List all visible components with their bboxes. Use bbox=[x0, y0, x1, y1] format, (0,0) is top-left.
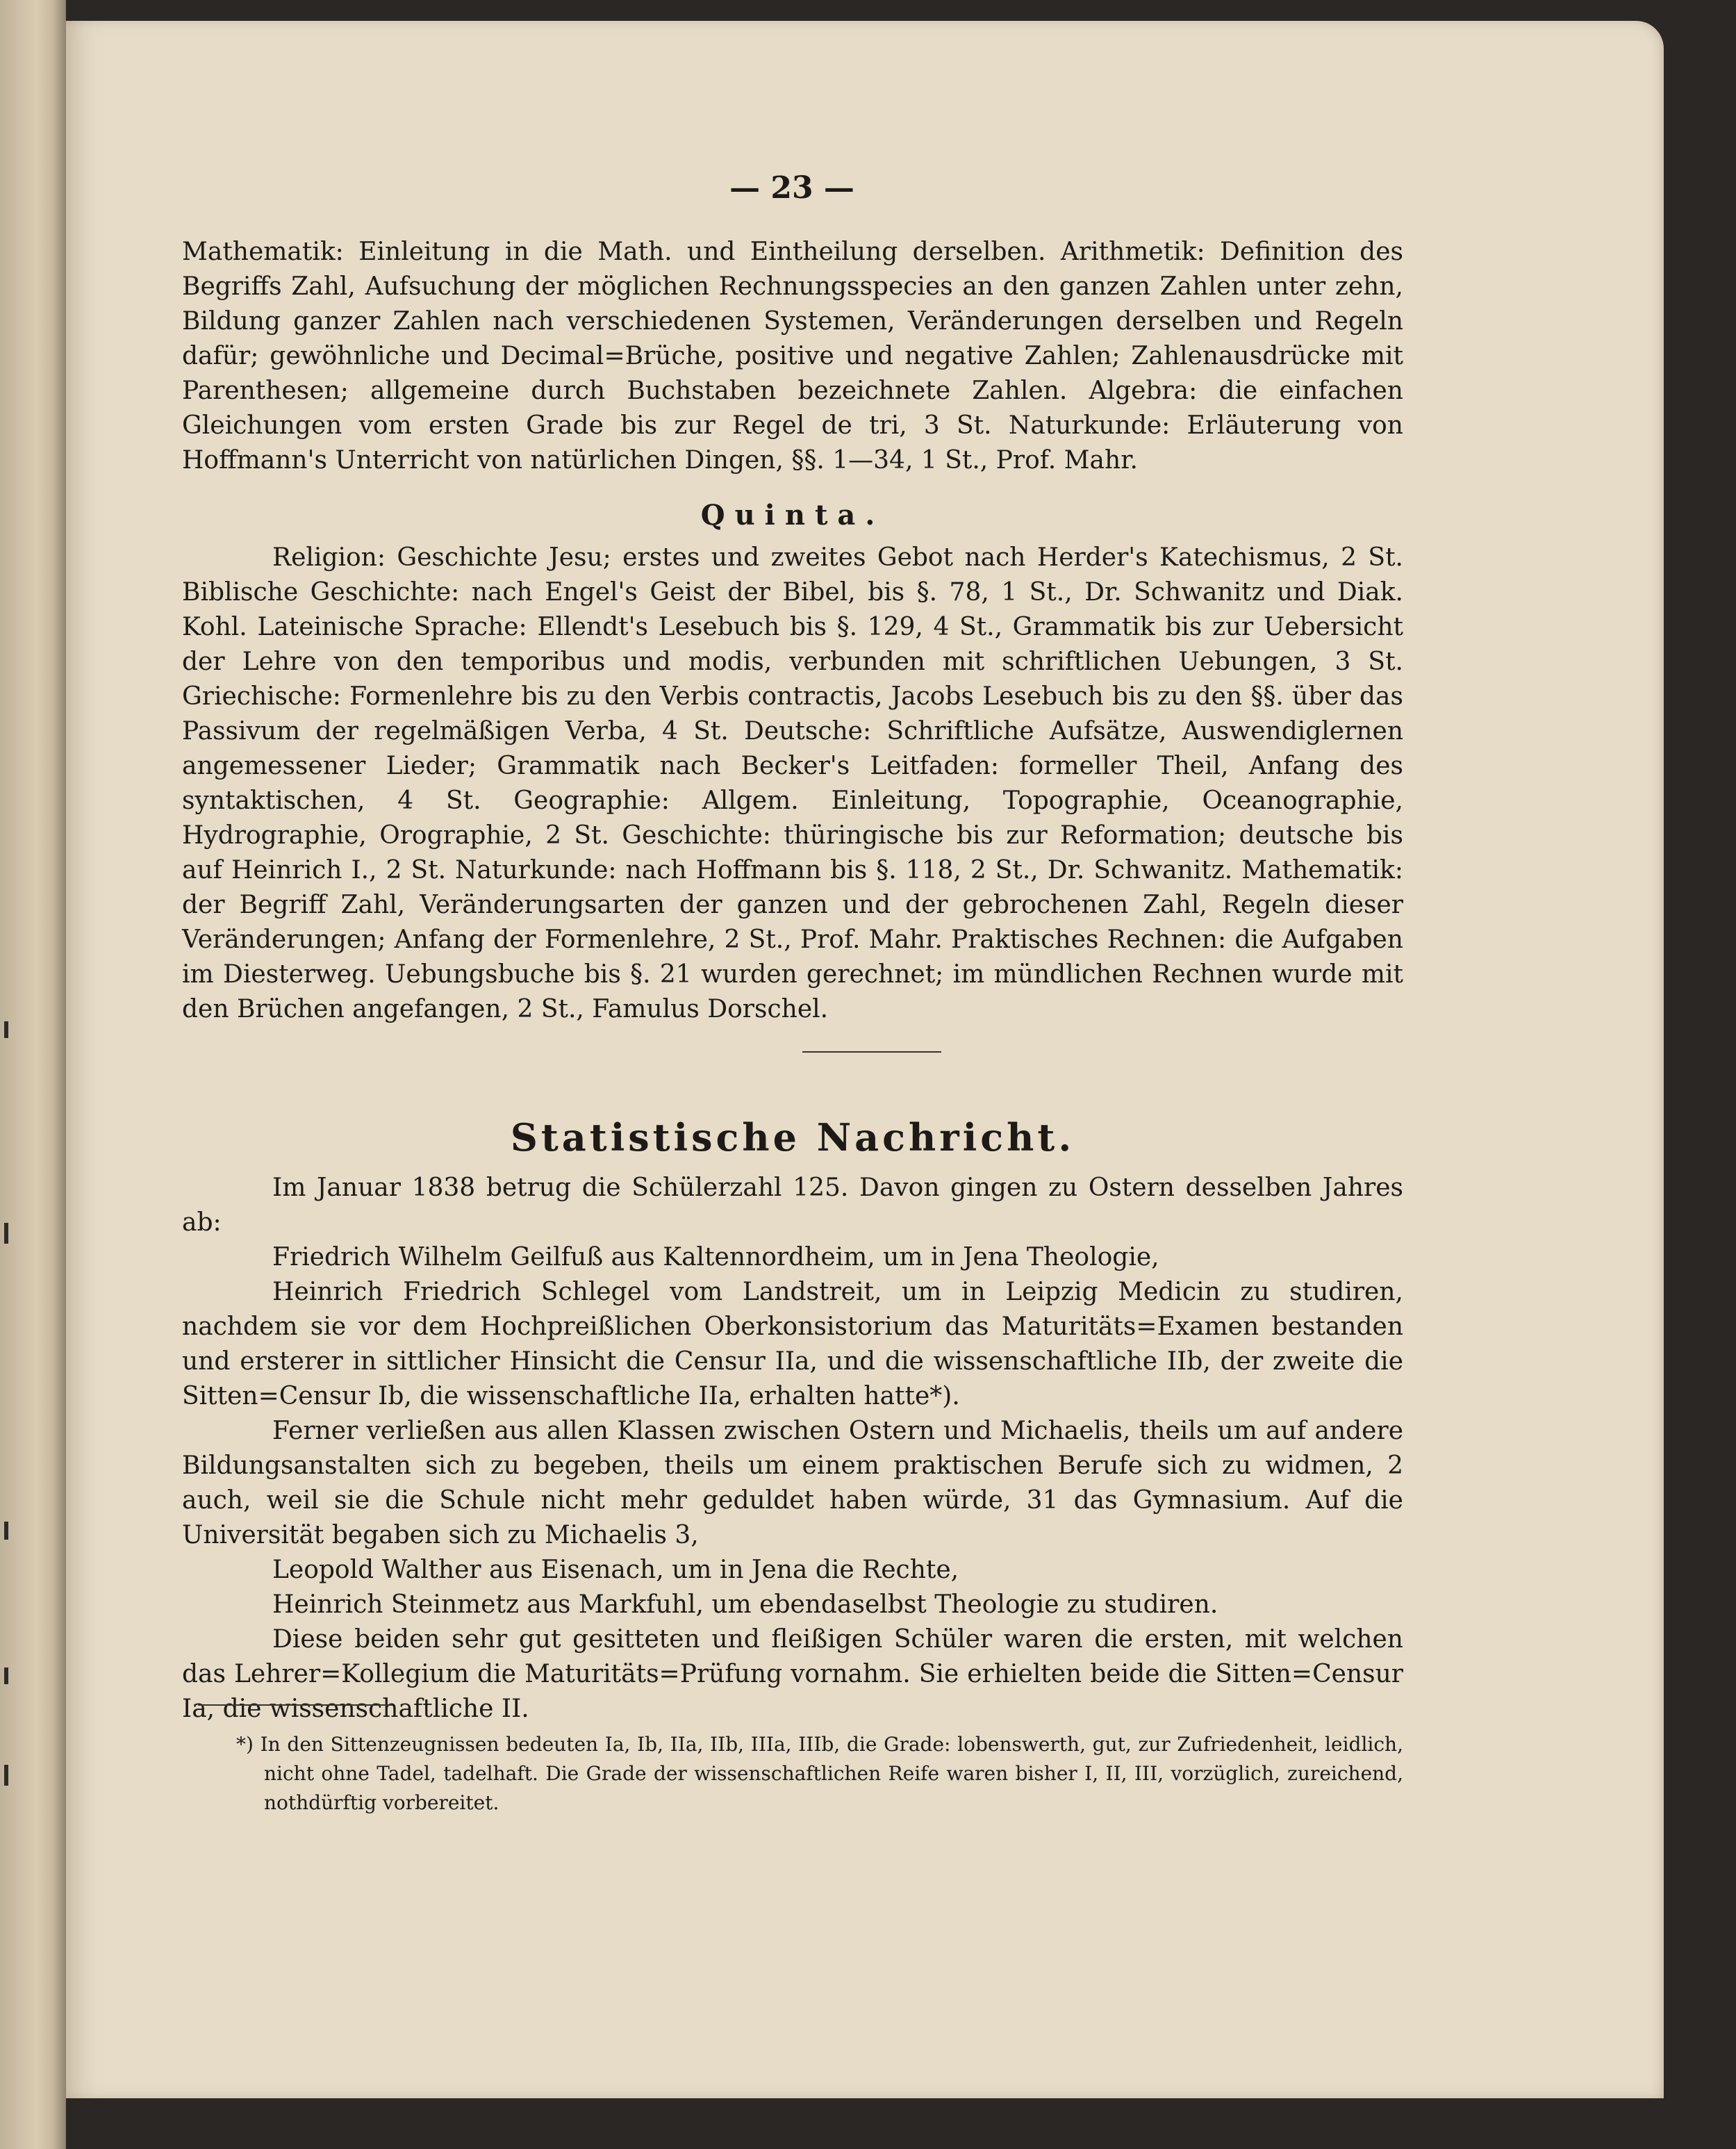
mathematik-paragraph bbox=[182, 235, 1403, 478]
quinta-text: Religion: Geschichte Jesu; erstes und zweites Gebot nach Herder's Katechismus, 2 St. Biblische Geschichte: nach Engel's Geist der Bibel, bis §. 78, 1 St., Dr. Schwanitz und Diak. Kohl. Lateinische Sprache: Ellendt's Lesebuch bis §. 129, 4 St., Grammatik bis zur Uebersicht der Lehre von den temporibus und modis, verbunden mit schriftlichen Uebungen, 3 St. Griechische: Formenlehre bis zu den Verbis contractis, Jacobs Lesebuch bis zu den §§. über das Passivum der regelmäßigen Verba, 4 St. Deutsche: Schriftliche Aufsätze, Auswendiglernen angemessener Lieder; Grammatik nach Becker's Leitfaden: formeller Theil, Anfang des syntaktischen, 4 St. Geographie: Allgem. Einleitung, Topographie, Oceanographie, Hydrographie, Orographie, 2 St. Geschichte: thüringische bis zur Reformation; deutsche bis auf Heinrich I., 2 St. Naturkunde: nach Hoffmann bis §. 118, 2 St., Dr. Schwanitz. Mathematik: der Begriff Zahl, Veränderungsarten der ganzen und der gebrochenen Zahl, Regeln dieser Veränderungen; Anfang der Formenlehre, 2 St., Prof. Mahr. Praktisches Rechnen: die Aufgaben im Diesterweg. Uebungsbuche bis §. 21 wurden gerechnet; im mündlichen Rechnen wurde mit den Brüchen angefangen, 2 St., Famulus Dorschel. bbox=[182, 543, 1403, 1023]
footnote bbox=[236, 1730, 1403, 1818]
quinta-paragraph bbox=[182, 541, 1403, 1027]
edge-mark bbox=[4, 1522, 8, 1540]
edge-mark bbox=[4, 1765, 8, 1786]
edge-mark bbox=[4, 1021, 8, 1038]
statistik-paragraph: Heinrich Friedrich Schlegel vom Landstreit, um in Leipzig Medicin zu studiren, nachdem sie vor dem Hochpreißlichen Oberkonsistorium das Maturitäts=Examen bestanden und ersterer in sittlicher Hinsicht die Censur IIa, und die wissenschaftliche IIb, der zweite die Sitten=Censur Ib, die wissenschaftliche IIa, erhalten hatte*). bbox=[182, 1278, 1403, 1410]
page-number: — 23 — bbox=[729, 170, 854, 206]
statistik-paragraph: Heinrich Steinmetz aus Markfuhl, um ebendaselbst Theologie zu studiren. bbox=[272, 1590, 1218, 1619]
footnote-text: *) In den Sittenzeugnissen bedeuten Ia, Ib, IIa, IIb, IIIa, IIIb, die Grade: lobenswerth, gut, zur Zufriedenheit, leidlich, nicht ohne Tadel, tadelhaft. Die Grade der wissenschaftlichen Reife waren bisher I, II, III, vorzüglich, zureichend, nothdürftig vorbereitet. bbox=[236, 1733, 1403, 1814]
section-divider bbox=[802, 1051, 941, 1053]
statistik-paragraph: Diese beiden sehr gut gesitteten und fleißigen Schüler waren die ersten, mit welchen das Lehrer=Kollegium die Maturitäts=Prüfung vornahm. Sie erhielten beide die Sitten=Censur Ia, die wissenschaftliche II. bbox=[182, 1625, 1403, 1723]
statistik-paragraph: Friedrich Wilhelm Geilfuß aus Kaltennordheim, um in Jena Theologie, bbox=[272, 1243, 1159, 1271]
statistik-heading: Statistische Nachricht. bbox=[510, 1115, 1075, 1160]
statistik-paragraph: Im Januar 1838 betrug die Schülerzahl 125. Davon gingen zu Ostern desselben Jahres ab: bbox=[182, 1174, 1403, 1237]
left-page-edge bbox=[0, 0, 66, 2149]
edge-mark bbox=[4, 1223, 8, 1244]
edge-mark bbox=[4, 1668, 8, 1684]
quinta-heading: Quinta. bbox=[700, 499, 885, 532]
footnote-divider bbox=[198, 1704, 392, 1706]
mathematik-text: Mathematik: Einleitung in die Math. und Eintheilung derselben. Arithmetik: Definition des Begriffs Zahl, Aufsuchung der möglichen Rechnungsspecies an den ganzen Zahlen unter zehn, Bildung ganzer Zahlen nach verschiedenen Systemen, Veränderungen derselben und Regeln dafür; gewöhnliche und Decimal=Brüche, positive und negative Zahlen; Zahlenausdrücke mit Parenthesen; allgemeine durch Buchstaben bezeichnete Zahlen. Algebra: die einfachen Gleichungen vom ersten Grade bis zur Regel de tri, 3 St. Naturkunde: Erläuterung von Hoffmann's Unterricht von natürlichen Dingen, §§. 1—34, 1 St., Prof. Mahr. bbox=[182, 238, 1403, 475]
statistik-paragraph: Leopold Walther aus Eisenach, um in Jena die Rechte, bbox=[272, 1556, 959, 1584]
statistik-body bbox=[182, 1171, 1403, 1727]
statistik-paragraph: Ferner verließen aus allen Klassen zwischen Ostern und Michaelis, theils um auf andere Bildungsanstalten sich zu begeben, theils um einem praktischen Berufe sich zu widmen, 2 auch, weil sie die Schule nicht mehr geduldet haben würde, 31 das Gymnasium. Auf die Universität begaben sich zu Michaelis 3, bbox=[182, 1417, 1403, 1549]
